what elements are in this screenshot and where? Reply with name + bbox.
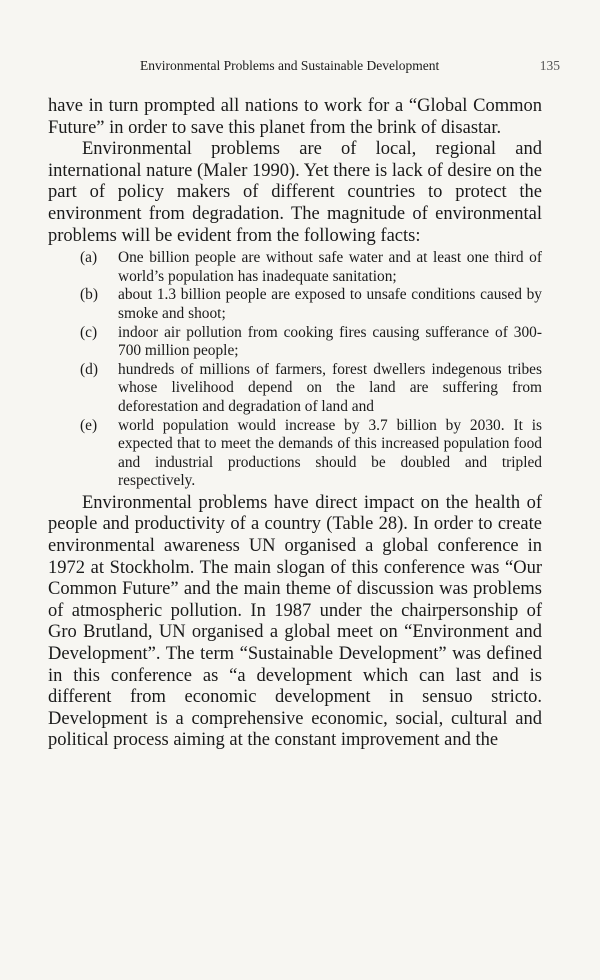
- list-text: about 1.3 billion people are exposed to unsafe conditions caused by smoke and shoot;: [118, 286, 542, 322]
- facts-list: [48, 249, 542, 491]
- paragraph-environmental-problems: Environmental problems are of local, regional and international nature (Maler 1990). Yet there is lack of desire on the part of policy makers of different countries to protect the environment from degradation. The magnitude of environmental problems will be evident from the following facts:: [48, 139, 542, 246]
- list-item: [48, 286, 542, 323]
- running-title: Environmental Problems and Sustainable Development: [140, 58, 440, 73]
- list-text: indoor air pollution from cooking fires causing sufferance of 300-700 million people;: [118, 323, 542, 360]
- paragraph-continuation: have in turn prompted all nations to work for a “Global Common Future” in order to save this planet from the brink of disastar.: [48, 96, 542, 138]
- list-marker: (e): [80, 416, 98, 434]
- list-item: [48, 324, 542, 361]
- list-text: hundreds of millions of farmers, forest dwellers indegenous tribes whose livelihood depend on the land are suffering from deforestation and degradation of land and: [118, 360, 542, 415]
- paragraph-impact-and-conferences: Environmental problems have direct impact on the health of people and productivity of a country (Table 28). In order to create environmental awareness UN organised a global conference in 1972 at Stockholm. The main slogan of this conference was “Our Common Future” and the main theme of discussion was problems of atmospheric pollution. In 1987 under the chairpersonship of Gro Brutland, UN organised a global meet on “Environment and Development”. The term “Sustainable Development” was defined in this conference as “a development which can last and is different from economic development in sensuo stricto. Development is a comprehensive economic, social, cultural and political process aiming at the constant improvement and the: [48, 492, 542, 751]
- list-item: [48, 249, 542, 286]
- list-text: world population would increase by 3.7 billion by 2030. It is expected that to meet the demands of this increased population food and industrial productions should be doubled and tripled respectively.: [118, 416, 542, 490]
- list-marker: (b): [80, 286, 98, 304]
- page-number: 135: [539, 58, 560, 73]
- list-item: [48, 417, 542, 491]
- list-marker: (a): [80, 249, 98, 267]
- list-text: One billion people are without safe water and at least one third of world’s population has inadequate sanitation;: [118, 249, 542, 285]
- list-item: [48, 361, 542, 417]
- list-marker: (d): [80, 360, 98, 378]
- page-body: [48, 96, 542, 752]
- list-marker: (c): [80, 323, 98, 341]
